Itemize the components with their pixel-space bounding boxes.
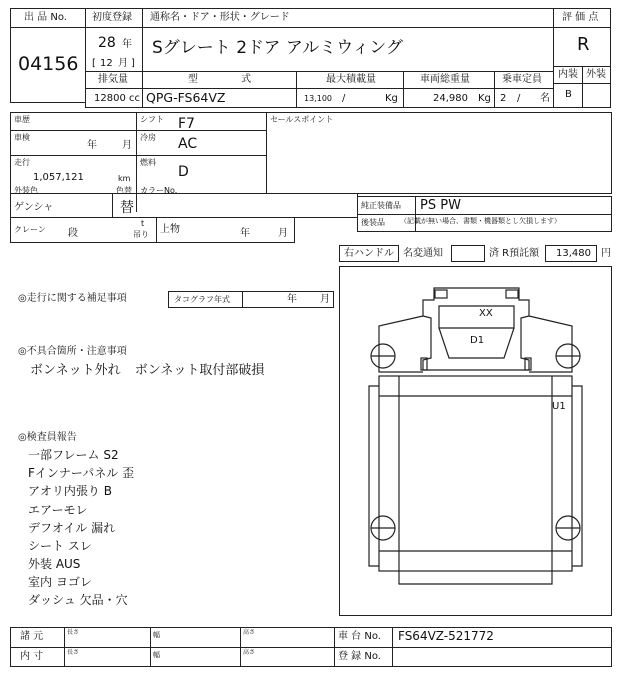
steering: 右ハンドル — [344, 248, 394, 259]
mileage: 1,057,121 — [33, 172, 84, 183]
interior-grade: B — [565, 89, 572, 100]
lot-no-label: 出 品 No. — [24, 12, 67, 23]
color-divider — [112, 193, 113, 218]
dims-height-label: 高さ — [243, 629, 256, 636]
genuine-equip-label: 純正装備品 — [361, 201, 401, 210]
chassis-label: 車 台 No. — [338, 631, 381, 642]
inspector-line: 室内 ヨゴレ — [28, 575, 92, 589]
ext-color: ゲンシャ — [14, 202, 54, 213]
first-reg-month: 12 — [100, 58, 113, 69]
inspection-month-unit: 月 — [122, 140, 132, 151]
name-change-box — [451, 245, 485, 262]
detail-divider-2 — [266, 112, 267, 194]
interior-dims-label: 内 寸 — [20, 651, 44, 662]
mileage-label: 走行 — [14, 158, 30, 167]
inspector-label: ◎検査員報告 — [18, 432, 77, 443]
capacity-unit: 名 — [540, 93, 550, 104]
bracket-open: [ — [92, 58, 96, 69]
lot-no: 04156 — [18, 53, 79, 75]
inspector-line: アオリ内張り B — [28, 484, 112, 498]
inspection-year-unit: 年 — [87, 140, 97, 151]
tacho-year-unit: 年 — [287, 294, 297, 305]
aftermarket-note: （記載が無い場合、書類・機器類とし欠損します） — [400, 217, 561, 225]
cab-roof — [439, 306, 514, 328]
crane-lift-label: 吊り — [133, 230, 149, 239]
capacity: 2 — [500, 93, 507, 104]
color-change-label: 色替 — [116, 186, 132, 195]
defects-text: ボンネット外れ ボンネット取付部破損 — [30, 363, 265, 378]
damage-mark-cab: XX — [479, 308, 493, 319]
interior-height-label: 高さ — [243, 649, 256, 656]
model-label: 型 式 — [188, 74, 252, 85]
car-name: Sグレート 2ドア アルミウィング — [152, 38, 403, 58]
aftermarket-label: 後装品 — [361, 218, 385, 227]
crane-lift-unit: t — [141, 219, 145, 228]
tacho-divider — [242, 291, 243, 308]
detail-rule-1 — [10, 130, 267, 131]
ext-color-label: 外装色 — [14, 186, 38, 195]
displacement-unit: cc — [129, 93, 140, 104]
genuine-equip: PS PW — [420, 198, 461, 213]
dims-label: 諸 元 — [20, 631, 44, 642]
top-light-right — [506, 290, 518, 298]
displacement-label: 排気量 — [98, 74, 128, 85]
top-loading-label: 上物 — [160, 224, 180, 235]
car-name-label: 通称名・ドア・形状・グレード — [150, 12, 290, 23]
shift: F7 — [178, 116, 195, 132]
color-change: 替 — [120, 200, 134, 216]
max-load-slash: / — [342, 93, 346, 104]
max-load: 13,100 — [304, 94, 332, 103]
inspection-label: 車検 — [14, 133, 30, 142]
chassis-no: FS64VZ-521772 — [398, 629, 494, 643]
max-load-unit: Kg — [385, 93, 398, 104]
driving-notes-label: ◎走行に関する補足事項 — [18, 293, 127, 304]
interior-width-label: 幅 — [153, 651, 160, 659]
capacity-label: 乗車定員 — [502, 74, 542, 85]
inspector-line: 外装 AUS — [28, 557, 81, 571]
inspector-line: ダッシュ 欠品・穴 — [28, 593, 128, 607]
footer-divider-4 — [334, 627, 335, 667]
fuel-label: 燃料 — [140, 158, 156, 167]
truck-diagram-svg — [339, 266, 612, 616]
first-reg-year-unit: 年 — [122, 39, 132, 50]
bracket-close: ] — [131, 58, 135, 69]
interior-label: 内装 — [558, 69, 578, 80]
dims-width-label: 幅 — [153, 631, 160, 639]
inspector-line: シート スレ — [28, 539, 92, 553]
damage-mark-body: U1 — [552, 401, 566, 412]
displacement: 12800 — [94, 93, 126, 104]
color-no-label: カラーNo. — [140, 186, 178, 195]
gvw: 24,980 — [433, 93, 468, 104]
detail-rule-2 — [10, 155, 267, 156]
damage-mark-front: D1 — [470, 335, 485, 346]
crane-row — [10, 217, 295, 243]
gvw-label: 車両総重量 — [420, 74, 470, 85]
footer-divider-1 — [64, 627, 65, 667]
inspector-line: デフオイル 漏れ — [28, 521, 116, 535]
name-change-label: 名変通知 — [403, 248, 443, 259]
selling-points-label: セールスポイント — [270, 115, 334, 124]
crane-stage-unit: 段 — [68, 228, 78, 239]
crane-label: クレーン — [14, 225, 46, 234]
recycle-amount: 13,480 — [556, 248, 591, 259]
model: QPG-FS64VZ — [146, 90, 226, 105]
footer-rule — [10, 647, 612, 648]
recycle-unit: 円 — [601, 248, 611, 259]
tacho-month-unit: 月 — [320, 294, 330, 305]
ac-label: 冷房 — [140, 133, 156, 142]
dims-length-label: 長さ — [67, 629, 80, 636]
score-label: 評 価 点 — [562, 12, 599, 23]
inspector-line: Fインナーパネル 歪 — [28, 466, 135, 480]
crane-divider — [156, 217, 157, 243]
mileage-unit: km — [118, 174, 131, 183]
defects-label: ◎不具合箇所・注意事項 — [18, 346, 127, 357]
history-label: 車歴 — [14, 115, 30, 124]
color-row — [10, 193, 358, 218]
first-reg-month-unit: 月 — [118, 58, 128, 69]
cargo-body — [379, 376, 572, 571]
exterior-grade-cell — [582, 83, 611, 108]
footer-divider-2 — [150, 627, 151, 667]
detail-block — [10, 112, 612, 194]
first-reg-year: 28 — [98, 35, 116, 51]
max-load-label: 最大積載量 — [326, 74, 376, 85]
top-light-left — [435, 290, 447, 298]
top-year-unit: 年 — [240, 228, 250, 239]
shift-label: シフト — [140, 115, 164, 124]
exterior-label: 外装 — [586, 69, 606, 80]
fuel: D — [178, 164, 189, 180]
inspector-line: 一部フレーム S2 — [28, 448, 119, 462]
score: R — [577, 34, 590, 55]
registration-label: 登 録 No. — [338, 651, 381, 662]
first-reg-label: 初度登録 — [92, 12, 132, 23]
rear-bumper — [399, 571, 552, 584]
inspector-line: エアーモレ — [28, 503, 88, 517]
footer-divider-5 — [392, 627, 393, 667]
interior-length-label: 長さ — [67, 649, 80, 656]
ac: AC — [178, 136, 198, 152]
gvw-unit: Kg — [478, 93, 491, 104]
top-month-unit: 月 — [278, 228, 288, 239]
tacho-label: タコグラフ年式 — [174, 295, 230, 304]
recycle-label: 済 R預託額 — [489, 248, 540, 259]
footer-divider-3 — [240, 627, 241, 667]
capacity-slash: / — [517, 93, 521, 104]
